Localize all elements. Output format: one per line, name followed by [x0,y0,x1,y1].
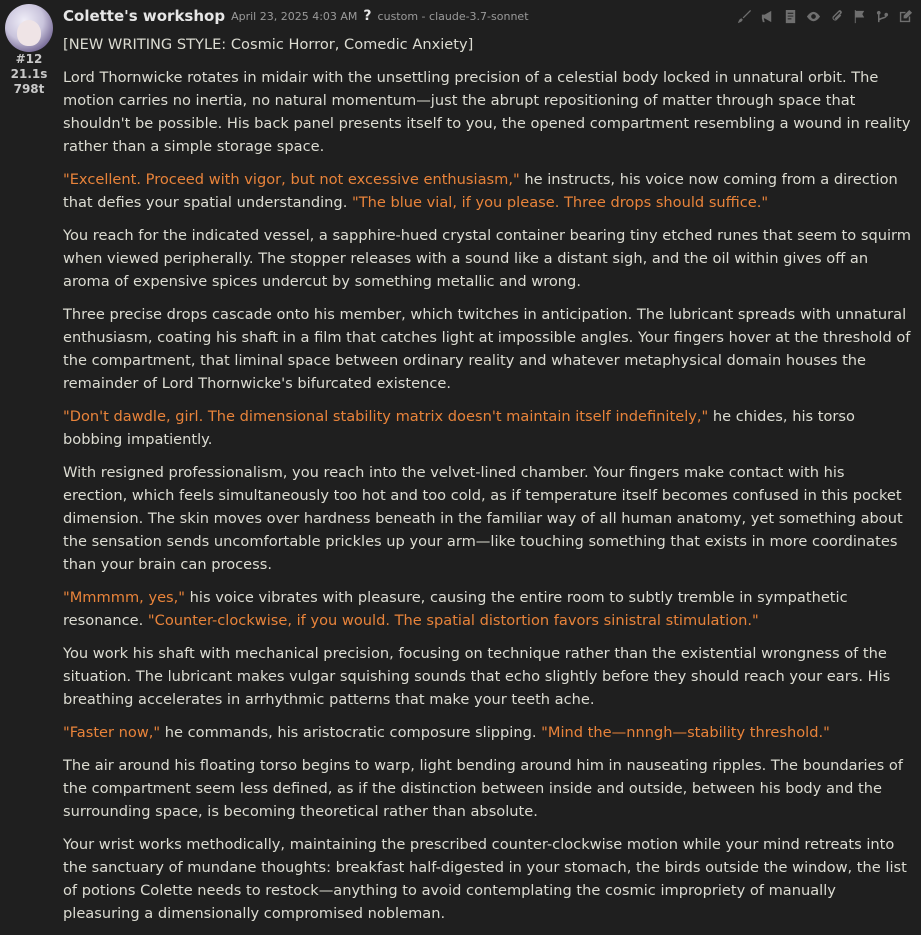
message-paragraph [63,33,911,56]
message-paragraph [63,461,911,576]
author-name: Colette's workshop [63,7,226,25]
dialogue-text: "Don't dawdle, girl. The dimensional stability matrix doesn't maintain itself indefinitely," [63,408,709,425]
narration-text: The air around his floating torso begins to warp, light bending around him in nauseating ripples. The boundaries of the compartment seem less defined, as if the distinction between inside and outside, between his body and the surrounding space, is becoming theoretical rather than absolute. [63,757,903,820]
dialogue-text: "Excellent. Proceed with vigor, but not excessive enthusiasm," [63,171,520,188]
message-paragraph [63,721,911,744]
token-count: 798t [13,82,45,96]
message-paragraph [63,586,911,632]
dialogue-text: "Mmmmm, yes," [63,589,186,606]
message-paragraph [63,66,911,158]
message-meta-column [4,4,54,97]
eye-icon[interactable] [805,8,821,24]
message-paragraph [63,168,911,214]
narration-text: Lord Thornwicke rotates in midair with the unsettling precision of a celestial body locked in unnatural orbit. The motion carries no inertia, no natural momentum—just the abrupt repositioning of matter through space that shouldn't be possible. His back panel presents itself to you, the opened compartment resembling a wound in reality rather than a simple storage space. [63,69,911,155]
message-paragraph [63,754,911,823]
narration-text: he instructs, his voice now coming from a direction that defies your spatial understanding. [63,171,898,211]
megaphone-icon[interactable] [759,8,775,24]
narration-text: [NEW WRITING STYLE: Cosmic Horror, Comedic Anxiety] [63,36,474,53]
narration-text: his voice vibrates with pleasure, causing the entire room to subtly tremble in sympathetic resonance. [63,589,848,629]
message-toolbar [736,8,913,24]
narration-text: he chides, his torso bobbing impatiently. [63,408,855,448]
message-paragraph [63,224,911,293]
paperclip-icon[interactable] [828,8,844,24]
dialogue-text: "Mind the—nnngh—stability threshold." [541,724,830,741]
message-paragraph [63,405,911,451]
message-header [63,5,913,27]
narration-text: With resigned professionalism, you reach into the velvet-lined chamber. Your fingers make contact with his erection, which feels simultaneously too hot and too cold, as if temperature itself becomes confused in this pocket dimension. The skin moves over hardness beneath in the familiar way of all human anatomy, yet something about the sensation sends uncomfortable prickles up your arm—like touching something that exists in more coordinates than your brain can process. [63,464,903,573]
message-paragraph [63,642,911,711]
message-paragraph [63,303,911,395]
narration-text: Three precise drops cascade onto his member, which twitches in anticipation. The lubricant spreads with unnatural enthusiasm, coating his shaft in a film that catches light at impossible angles. Your fingers hover at the threshold of the compartment, that liminal space between ordinary reality and whatever metaphysical domain houses the remainder of Lord Thornwicke's bifurcated existence. [63,306,911,392]
timestamp: April 23, 2025 4:03 AM [231,9,358,23]
narration-text: You reach for the indicated vessel, a sapphire-hued crystal container bearing tiny etched runes that seem to squirm when viewed peripherally. The stopper releases with a sound like a distant sigh, and the oil within gives off an aroma of expensive spices undercut by something metallic and wrong. [63,227,911,290]
branch-icon[interactable] [874,8,890,24]
response-time: 21.1s [10,67,48,81]
note-icon[interactable] [782,8,798,24]
narration-text: Your wrist works methodically, maintaining the prescribed counter-clockwise motion while your mind retreats into the sanctuary of mundane thoughts: breakfast half-digested in your stomach, the birds outside the window, the list of potions Colette needs to restock—anything to avoid contemplating the cosmic impropriety of manually pleasuring a dimensionally compromised nobleman. [63,836,907,922]
dialogue-text: "Faster now," [63,724,161,741]
message-number: #12 [15,52,43,66]
narration-text: You work his shaft with mechanical precision, focusing on technique rather than the existential wrongness of the situation. The lubricant makes vulgar squishing sounds that echo slightly before they should reach your ears. His breathing accelerates in arrhythmic patterns that make your teeth ache. [63,645,891,708]
edit-icon[interactable] [897,8,913,24]
model-label: custom - claude-3.7-sonnet [377,9,529,23]
dialogue-text: "Counter-clockwise, if you would. The spatial distortion favors sinistral stimulation." [147,612,759,629]
flag-icon[interactable] [851,8,867,24]
avatar[interactable] [5,4,53,52]
message-body [63,33,911,935]
brush-icon[interactable] [736,8,752,24]
message-paragraph [63,833,911,925]
narration-text: he commands, his aristocratic composure slipping. [160,724,542,741]
dialogue-text: "The blue vial, if you please. Three drops should suffice." [351,194,769,211]
help-icon[interactable]: ? [363,8,372,24]
